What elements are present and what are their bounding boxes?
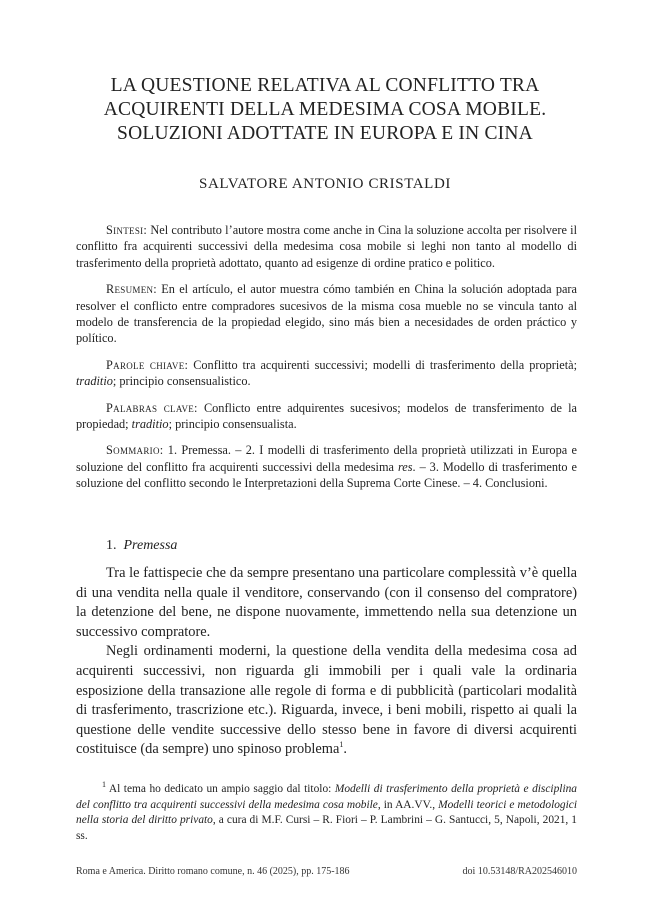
sintesi-text: Nel contributo l’autore mostra come anche in Cina la soluzione accolta per risolvere il conflitto fra acquirenti successivi della medesima cosa mobile si leghi non tanto al modello di trasferimento della proprietà adottato, quanto ad esigenze di ordine pratico e politico.	[76, 223, 577, 270]
resumen-text: En el artículo, el autor muestra cómo también en China la solución adoptada para resolver el conflicto entre compradores sucesivos de la misma cosa mueble no se vincula tanto al modelo de transferencia de la propiedad elegido, sino más bien a necesidades de orden práctico y político.	[76, 282, 577, 346]
keywords-italian	[76, 357, 577, 390]
palabras-clave-label: Palabras clave:	[106, 400, 198, 415]
body-text	[76, 564, 577, 760]
title-line-1: LA QUESTIONE RELATIVA AL CONFLITTO TRA	[110, 75, 540, 96]
sintesi-label: Sintesi:	[106, 223, 148, 237]
body-paragraph-1: Tra le fattispecie che da sempre presentano una particolare complessità v’è quella di una vendita nella quale il venditore, conservando (con il consenso del compratore) la detenzione del bene, ne dispone nuovamente, immettendo nella sua detenzione un successivo compratore.	[76, 565, 577, 640]
resumen-label: Resumen:	[106, 282, 158, 297]
body-paragraph-2	[76, 642, 577, 760]
summary	[76, 442, 577, 491]
sommario-label: Sommario:	[106, 443, 164, 458]
abstract-italian	[76, 222, 577, 271]
section-heading	[106, 538, 177, 554]
footnote-text-3: , a cura di M.F. Cursi – R. Fiori – P. Lambrini – G. Santucci, 5, Napoli, 2021, 1 ss.	[76, 814, 577, 842]
footnote-number: 1	[102, 780, 106, 790]
journal-citation: Roma e America. Diritto romano comune, n. 46 (2025), pp. 175-186	[76, 866, 350, 877]
footnote-ref-1[interactable]: 1	[339, 740, 344, 750]
footnote-italic-1: Modelli di trasferimento della proprietà e disciplina del conflitto tra acquirenti successivi della medesima cosa mobile	[76, 783, 578, 811]
section-title-text: Premessa	[123, 538, 178, 553]
footnote-italic-2: Modelli teorici e metodologici nella storia del diritto privato	[76, 798, 578, 827]
abstract-spanish	[76, 281, 577, 347]
doi-label[interactable]: doi 10.53148/RA202546010	[462, 866, 577, 877]
section-number: 1.	[106, 538, 117, 553]
footnote-1	[76, 782, 577, 844]
author-name: SALVATORE ANTONIO CRISTALDI	[199, 176, 451, 192]
palabras-text-1: Conflicto entre adquirentes sucesivos; modelos de transferimento de la propiedad;	[76, 400, 577, 432]
title-line-2: ACQUIRENTI DELLA MEDESIMA COSA MOBILE.	[103, 99, 547, 120]
footnote-text-2: , in AA.VV.,	[377, 798, 439, 811]
sommario-text-2: . – 3. Modello di trasferimento e soluzione del conflitto secondo le Interpretazioni della Suprema Corte Cinese. – 4. Conclusioni.	[76, 459, 578, 491]
body-paragraph-2-text: Negli ordinamenti moderni, la questione della vendita della medesima cosa ad acquirenti successivi, non riguarda gli immobili per i quali vale la ordinaria esposizione della transazione alle regole di forma e di pubblicità (particolari modalità di trasferimento, trascrizione etc.). Riguarda, invece, i beni mobili, rispetto ai quali la questione delle vendite successive dello stesso bene in favore di diversi acquirenti costituisce (da sempre) uno spinoso problema	[76, 643, 577, 758]
palabras-text-2: ; principio consensualista.	[168, 417, 297, 432]
article-title	[60, 74, 590, 146]
parole-text-2: ; principio consensualistico.	[112, 374, 251, 389]
sommario-text-1: 1. Premessa. – 2. I modelli di trasferimento della proprietà utilizzati in Europa e soluzione del conflitto fra acquirenti successivi della medesima	[76, 443, 577, 474]
footnote-text-1: Al tema ho dedicato un ampio saggio dal titolo:	[106, 783, 335, 795]
sommario-italic: res	[397, 459, 413, 474]
body-paragraph-2-end: .	[343, 741, 347, 758]
title-line-3: SOLUZIONI ADOTTATE IN EUROPA E IN CINA	[117, 123, 533, 144]
abstracts-block	[76, 222, 577, 502]
palabras-italic: traditio	[131, 417, 169, 432]
parole-chiave-label: Parole chiave:	[106, 357, 189, 372]
keywords-spanish	[76, 400, 577, 433]
parole-text-1: Conflitto tra acquirenti successivi; modelli di trasferimento della proprietà;	[188, 357, 577, 372]
parole-italic: traditio	[76, 374, 113, 389]
